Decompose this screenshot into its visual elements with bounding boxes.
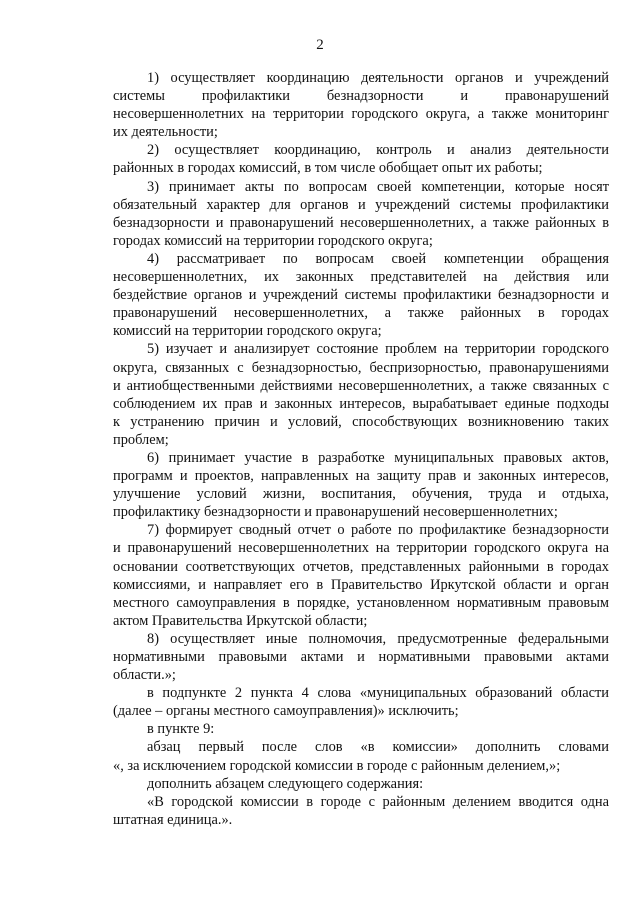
text-line: дополнить абзацем следующего содержания: <box>147 775 424 792</box>
text-line: и правонарушений несовершеннолетних на территории городского округа на <box>113 540 609 557</box>
text-line: обязательный характер для органов и учреждений системы профилактики <box>113 196 609 213</box>
text-line: округа, связанных с безнадзорностью, беспризорностью, правонарушениями <box>113 359 609 376</box>
text-line: 3) принимает акты по вопросам своей компетенции, которые носят <box>147 178 609 195</box>
text-line: и антиобщественными действиями несовершеннолетних, а также связанных с <box>113 377 609 394</box>
text-line: основании соответствующих отчетов, представленных районными в городах <box>113 558 609 575</box>
text-line: безнадзорности и правонарушений несовершеннолетних, а также районных в <box>113 214 609 231</box>
text-line: 1) осуществляет координацию деятельности органов и учреждений <box>147 70 609 86</box>
text-line: их деятельности; <box>113 124 218 141</box>
text-line: в пункте 9: <box>147 721 215 738</box>
text-line: абзац первый после слов «в комиссии» дополнить словами <box>147 739 609 756</box>
text-line: «, за исключением городской комиссии в городе с районным делением,»; <box>113 757 561 774</box>
document-body <box>113 69 609 829</box>
text-line: в подпункте 2 пункта 4 слова «муниципальных образований области <box>147 685 609 702</box>
text-line: бездействие органов и учреждений системы профилактики безнадзорности и <box>113 287 609 304</box>
text-line: 6) принимает участие в разработке муниципальных правовых актов, <box>147 449 609 466</box>
text-line: районных в городах комиссий, в том числе обобщает опыт их работы; <box>113 160 543 177</box>
text-line: (далее – органы местного самоуправления)» исключить; <box>113 703 459 720</box>
page-number: 2 <box>316 37 324 53</box>
text-line: улучшение условий жизни, воспитания, обучения, труда и отдыха, <box>113 486 609 503</box>
text-line: городах комиссий на территории городского округа; <box>113 232 433 249</box>
text-line: 4) рассматривает по вопросам своей компетенции обращения <box>147 250 609 267</box>
text-line: 8) осуществляет иные полномочия, предусмотренные федеральными <box>147 630 609 647</box>
text-line: 5) изучает и анализирует состояние проблем на территории городского <box>147 341 609 358</box>
text-line: 2) осуществляет координацию, контроль и анализ деятельности <box>147 142 609 159</box>
text-line: местного самоуправления в порядке, установленном нормативным правовым <box>113 594 609 611</box>
text-line: нормативными правовыми актами и нормативными правовыми актами <box>113 649 609 665</box>
text-line: несовершеннолетних, их законных представителей на действия или <box>113 269 609 286</box>
text-line: соблюдением их прав и законных интересов, вырабатывает единые подходы <box>113 395 609 412</box>
text-line: несовершеннолетних на территории городского округа, а также мониторинг <box>113 106 609 123</box>
text-line: правонарушений несовершеннолетних, а также районных в городах <box>113 305 609 322</box>
text-line: области.»; <box>113 667 176 684</box>
text-line: «В городской комиссии в городе с районным делением вводится одна <box>147 793 609 810</box>
text-line: профилактику безнадзорности и правонарушений несовершеннолетних; <box>113 504 558 521</box>
text-line: системы профилактики безнадзорности и правонарушений <box>113 88 609 105</box>
text-line: 7) формирует сводный отчет о работе по профилактике безнадзорности <box>147 522 609 539</box>
text-line: программ и проектов, направленных на защиту прав и законных интересов, <box>113 468 609 485</box>
text-line: к устранению причин и условий, способствующих возникновению таких <box>113 413 609 430</box>
text-line: актом Правительства Иркутской области; <box>113 612 368 629</box>
text-line: комиссиями, и направляет его в Правительство Иркутской области и орган <box>113 576 609 593</box>
text-line: комиссий на территории городского округа; <box>113 323 382 340</box>
text-line: штатная единица.». <box>113 811 233 828</box>
text-line: проблем; <box>113 431 169 448</box>
